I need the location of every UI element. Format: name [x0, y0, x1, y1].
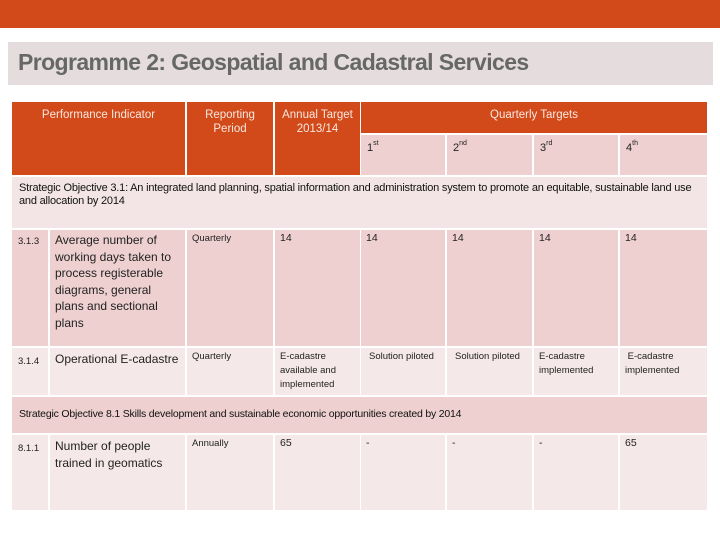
header-q3: 3rd [534, 135, 618, 175]
row-indicator: Number of people trained in geomatics [50, 435, 185, 510]
row-q3: - [534, 435, 618, 510]
header-quarterly-targets: Quarterly Targets [361, 102, 707, 133]
header-annual-target: Annual Target 2013/14 [275, 102, 360, 175]
page-title: Programme 2: Geospatial and Cadastral Services [18, 49, 529, 75]
title-band [8, 42, 713, 85]
objective-row-3-1: Strategic Objective 3.1: An integrated land planning, spatial information and administration system to promote an equitable, sustainable land use and allocation by 2014 [12, 177, 707, 228]
row-code: 8.1.1 [12, 435, 48, 510]
row-indicator: Average number of working days taken to process registerable diagrams, general plans and sectional plans [50, 230, 185, 346]
row-q1: - [361, 435, 445, 510]
header-q2: 2nd [447, 135, 532, 175]
top-accent-bar [0, 0, 720, 28]
row-annual: E-cadastre available and implemented [275, 348, 360, 395]
row-q1: Solution piloted [361, 348, 445, 395]
row-annual: 65 [275, 435, 360, 510]
row-period: Quarterly [187, 230, 273, 346]
header-q4: 4th [620, 135, 707, 175]
row-period: Quarterly [187, 348, 273, 395]
header-q1: 1st [361, 135, 445, 175]
row-q2: - [447, 435, 532, 510]
row-q4: E-cadastre implemented [620, 348, 707, 395]
row-q4: 65 [620, 435, 707, 510]
row-code: 3.1.4 [12, 348, 48, 395]
row-q3: 14 [534, 230, 618, 346]
row-period: Annually [187, 435, 273, 510]
row-code: 3.1.3 [12, 230, 48, 346]
row-q1: 14 [361, 230, 445, 346]
header-reporting-period: Reporting Period [187, 102, 273, 175]
objective-row-8-1: Strategic Objective 8.1 Skills development and sustainable economic opportunities created by 2014 [12, 397, 707, 433]
row-annual: 14 [275, 230, 360, 346]
row-q2: 14 [447, 230, 532, 346]
row-q2: Solution piloted [447, 348, 532, 395]
row-indicator: Operational E-cadastre [50, 348, 185, 395]
row-q3: E-cadastre implemented [534, 348, 618, 395]
row-q4: 14 [620, 230, 707, 346]
header-performance-indicator: Performance Indicator [12, 102, 185, 175]
